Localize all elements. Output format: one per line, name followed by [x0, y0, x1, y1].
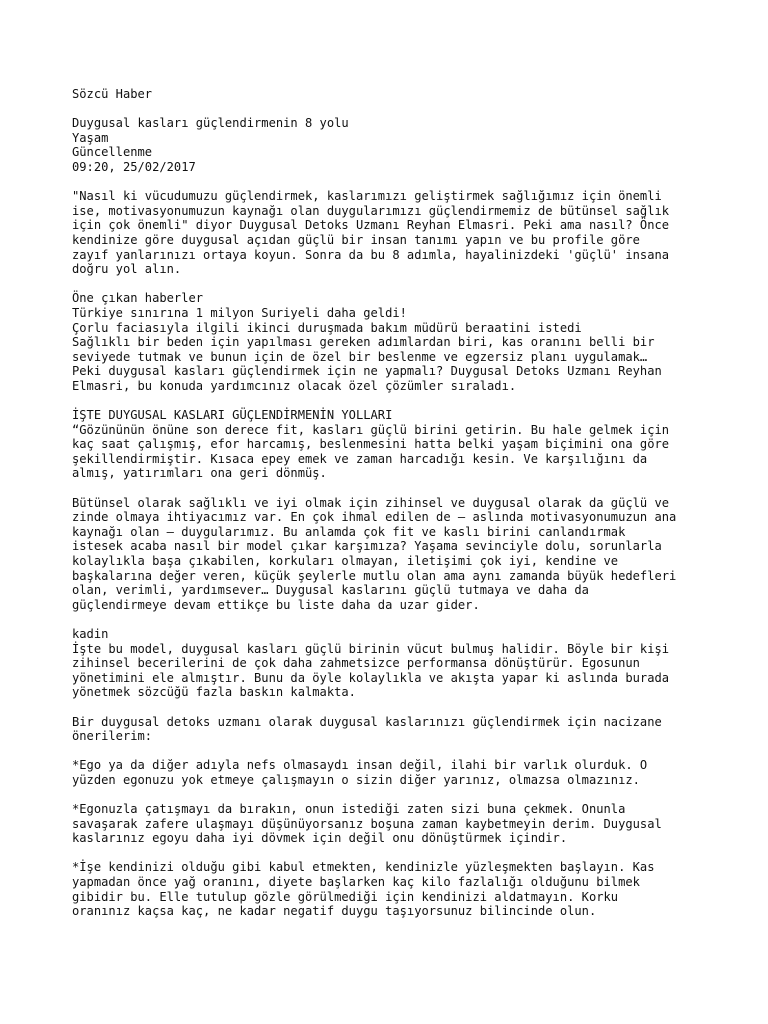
body-line: almış, yatırımları ona geri dönmüş.: [72, 466, 327, 481]
intro-line: ise, motivasyonumuzun kaynağı olan duygularımızı güçlendirmemiz de bütünsel sağlık: [72, 203, 670, 218]
body-line: “Gözününün önüne son derece fit, kasları güçlü birini getirin. Bu hale gelmek için: [72, 422, 670, 437]
body-line: *İşe kendinizi olduğu gibi kabul etmekten, kendinizle yüzleşmekten başlayın. Kas: [72, 860, 655, 875]
body-line: yüzden egonuzu yok etmeye çalışmayın o sizin diğer yarınız, olmazsa olmazınız.: [72, 772, 640, 787]
body-line: oranınız kaçsa kaç, ne kadar negatif duygu taşıyorsunuz bilincinde olun.: [72, 904, 597, 919]
body-line: savaşarak zafere ulaşmayı düşünüyorsanız boşuna zaman kaybetmeyin derim. Duygusal: [72, 816, 662, 831]
spacer: [72, 277, 712, 292]
featured-link[interactable]: Türkiye sınırına 1 milyon Suriyeli daha geldi!: [72, 305, 407, 320]
section-1: [72, 408, 712, 481]
body-line: önerilerim:: [72, 729, 153, 744]
body-line: Bir duygusal detoks uzmanı olarak duygusal kaslarınızı güçlendirmek için nacizane: [72, 714, 662, 729]
article-page: [72, 87, 712, 919]
intro-line: doğru yol alın.: [72, 262, 182, 277]
article-title: Duygusal kasları güçlendirmenin 8 yolu: [72, 116, 349, 131]
article-header: [72, 116, 712, 174]
spacer: [72, 612, 712, 627]
spacer: [72, 788, 712, 803]
body-line: *Egonuzla çatışmayı da bırakın, onun istediği zaten sizi buna çekmek. Onunla: [72, 802, 626, 817]
body-line: Elmasri, bu konuda yardımcınız olacak özel çözümler sıraladı.: [72, 378, 517, 393]
section-heading: İŞTE DUYGUSAL KASLARI GÜÇLENDİRMENİN YOLLARI: [72, 408, 393, 423]
featured-heading: Öne çıkan haberler: [72, 291, 204, 306]
spacer: [72, 481, 712, 496]
spacer: [72, 846, 712, 861]
body-line: yapmadan önce yağ oranını, diyete başlarken kaç kilo fazlalığı olduğunu bilmek: [72, 875, 640, 890]
intro-line: zayıf yanlarınızı ortaya koyun. Sonra da bu 8 adımla, hayalinizdeki 'güçlü' insana: [72, 247, 670, 262]
tip-1: [72, 758, 712, 787]
updated-label: Güncellenme: [72, 145, 153, 160]
body-line: *Ego ya da diğer adıyla nefs olmasaydı insan değil, ilahi bir varlık olurduk. O: [72, 758, 648, 773]
intro-paragraph: [72, 189, 712, 277]
body-line: yönetmek sözcüğü fazla baskın kalmakta.: [72, 685, 356, 700]
spacer: [72, 175, 712, 190]
body-line: zinde olmaya ihtiyacımız var. En çok ihmal edilen de – aslında motivasyonumuzun ana: [72, 510, 677, 525]
body-line: istesek acaba nasıl bir model çıkar karşımıza? Yaşama sevinciyle dolu, sorunlarla: [72, 539, 662, 554]
body-line: zihinsel becerilerini de çok daha zahmetsizce performansa dönüştürür. Egosunun: [72, 656, 640, 671]
body-line: kaç saat çalışmış, efor harcamış, beslenmesini hatta belki yaşam biçimini ona göre: [72, 437, 670, 452]
spacer: [72, 102, 712, 117]
intro-line: "Nasıl ki vücudumuzu güçlendirmek, kaslarımızı geliştirmek sağlığımız için önemli: [72, 189, 662, 204]
tip-2: [72, 802, 712, 846]
article-datetime: 09:20, 25/02/2017: [72, 159, 196, 174]
body-line: seviyede tutmak ve bunun için de özel bir beslenme ve egzersiz planı uygulamak…: [72, 349, 648, 364]
body-line: Bütünsel olarak sağlıklı ve iyi olmak için zihinsel ve duygusal olarak da güçlü ve: [72, 495, 670, 510]
body-line: güçlendirmeye devam ettikçe bu liste daha da uzar gider.: [72, 597, 480, 612]
body-line: gibidir bu. Elle tutulup gözle görülmediği için kendinizi aldatmayın. Korku: [72, 889, 619, 904]
tip-3: [72, 860, 712, 918]
featured-link[interactable]: Çorlu faciasıyla ilgili ikinci duruşmada bakım müdürü beraatini istedi: [72, 320, 582, 335]
paragraph-3: [72, 627, 712, 700]
source-name: Sözcü Haber: [72, 87, 153, 101]
spacer: [72, 393, 712, 408]
body-line: kolaylıkla başa çıkabilen, korkuları olmayan, iletişimi çok iyi, kendine ve: [72, 554, 619, 568]
body-line: Peki duygusal kasları güçlendirmek için ne yapmalı? Duygusal Detoks Uzmanı Reyhan: [72, 364, 662, 379]
body-line: olan, verimli, yardımsever… Duygusal kaslarını güçlü tutmaya ve daha da: [72, 583, 589, 598]
featured-news: [72, 291, 712, 393]
paragraph-2: [72, 496, 712, 613]
body-line: Sağlıklı bir beden için yapılması gereken adımlardan biri, kas oranını belli bir: [72, 335, 655, 350]
body-line: İşte bu model, duygusal kasları güçlü birinin vücut bulmuş halidir. Böyle bir kişi: [72, 641, 670, 656]
article-category: Yaşam: [72, 130, 109, 145]
body-line: kaslarınız egoyu daha iyi dövmek için değil onu dönüştürmek içindir.: [72, 831, 568, 846]
intro-line: kendinize göre duygusal açıdan güçlü bir insan tanımı yapın ve bu profile göre: [72, 232, 640, 247]
body-line: kaynağı olan – duygularımız. Bu anlamda çok fit ve kaslı birini canlandırmak: [72, 524, 626, 539]
intro-line: için çok önemli" diyor Duygusal Detoks Uzmanı Reyhan Elmasri. Peki ama nasıl? Önce: [72, 218, 670, 233]
paragraph-4: [72, 715, 712, 744]
spacer: [72, 700, 712, 715]
image-caption: kadin: [72, 626, 109, 641]
body-line: başkalarına değer veren, küçük şeylerle mutlu olan ama aynı zamanda büyük hedefleri: [72, 568, 677, 583]
body-line: yönetimini ele almıştır. Bunu da öyle kolaylıkla ve akışta yapar ki aslında burada: [72, 670, 670, 685]
spacer: [72, 744, 712, 759]
body-line: şekillendirmiştir. Kısaca epey emek ve zaman harcadığı kesin. Ve karşılığını da: [72, 451, 648, 466]
